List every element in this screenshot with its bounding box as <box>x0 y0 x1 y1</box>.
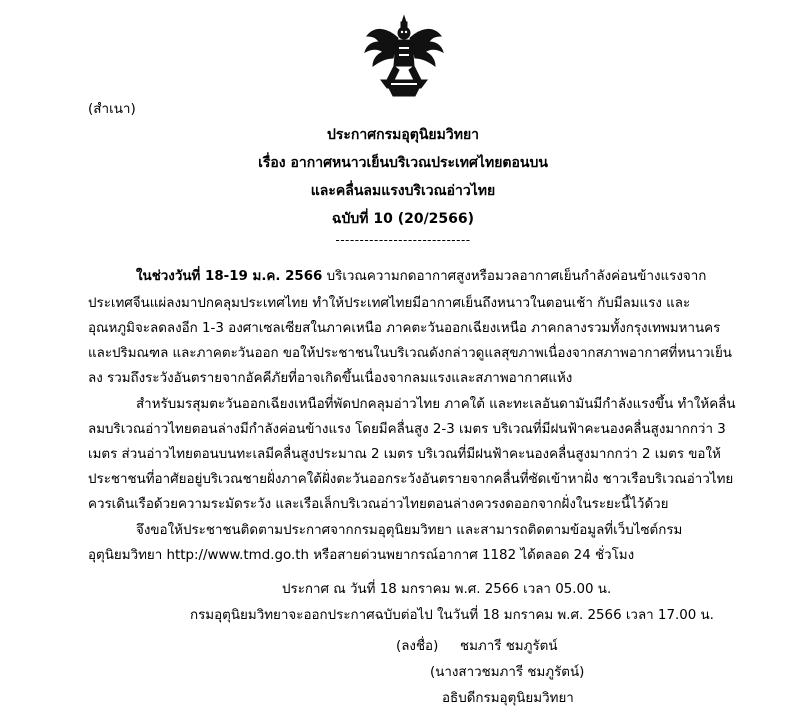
paragraph-1-line-2: ประเทศจีนแผ่ลงมาปกคลุมประเทศไทย ทำให้ประเทศไทยมีอากาศเย็นถึงหนาวในตอนเช้า กับมีลมแรง และ <box>88 296 691 311</box>
paragraph-1-lead: ในช่วงวันที่ 18-19 ม.ค. 2566 <box>136 269 323 284</box>
paragraph-2-line-3: เมตร ส่วนอ่าวไทยตอนบนทะเลมีคลื่นสูงประมาณ 2 เมตร บริเวณที่มีฝนฟ้าคะนองคลื่นสูงมากกว่า 2 เมตร ขอให้ <box>88 447 721 462</box>
paragraph-2-line-1: สำหรับมรสุมตะวันออกเฉียงเหนือที่พัดปกคลุมอ่าวไทย ภาคใต้ และทะเลอันดามันมีกำลังแรงขึ้น ทำให้คลื่น <box>136 397 736 412</box>
copy-mark: (สำเนา) <box>88 101 136 117</box>
paragraph-1-line-3: อุณหภูมิจะลดลงอีก 1-3 องศาเซลเซียสในภาคเหนือ ภาคตะวันออกเฉียงเหนือ ภาคกลางรวมทั้งกรุงเทพมหานคร <box>88 321 721 336</box>
paragraph-3-line-1: จึงขอให้ประชาชนติดตามประกาศจากกรมอุตุนิยมวิทยา และสามารถติดตามข้อมูลที่เว็บไซต์กรม <box>136 523 683 538</box>
next-announcement: กรมอุตุนิยมวิทยาจะออกประกาศฉบับต่อไป ในวันที่ 18 มกราคม พ.ศ. 2566 เวลา 17.00 น. <box>190 608 714 623</box>
announcement-subject-cont: และคลื่นลมแรงบริเวณอ่าวไทย <box>310 183 496 199</box>
paragraph-3-line-2: อุตุนิยมวิทยา http://www.tmd.go.th หรือสายด่วนพยากรณ์อากาศ 1182 ได้ตลอด 24 ชั่วโมง <box>88 548 635 563</box>
announcement-subject: เรื่อง อากาศหนาวเย็นบริเวณประเทศไทยตอนบน <box>258 155 548 171</box>
announcement-issue-number: ฉบับที่ 10 (20/2566) <box>331 211 475 227</box>
paragraph-2-line-2: ลมบริเวณอ่าวไทยตอนล่างมีกำลังค่อนข้างแรง โดยมีคลื่นสูง 2-3 เมตร บริเวณที่มีฝนฟ้าคะนองคลื่นสูงมากกว่า 3 <box>88 422 726 437</box>
paragraph-2-line-4: ประชาชนที่อาศัยอยู่บริเวณชายฝั่งภาคใต้ฝั่งตะวันออกระวังอันตรายจากคลื่นที่ซัดเข้าหาฝั่ง ชาวเรือบริเวณอ่าวไทย <box>88 472 734 487</box>
paragraph-1-line-1 <box>136 265 706 286</box>
paragraph-1-text: บริเวณความกดอากาศสูงหรือมวลอากาศเย็นกำลังค่อนข้างแรงจาก <box>322 269 707 284</box>
sign-label: (ลงชื่อ) <box>396 639 439 654</box>
paragraph-2-line-5: ควรเดินเรือด้วยความระมัดระวัง และเรือเล็กบริเวณอ่าวไทยตอนล่างควรงดออกจากฝั่งในระยะนี้ไว้ด้วย <box>88 497 669 512</box>
divider: ---------------------------- <box>335 233 471 247</box>
paragraph-1-line-5: ลง รวมถึงระวังอันตรายจากอัคคีภัยที่อาจเกิดขึ้นเนื่องจากลมแรงและสภาพอากาศแห้ง <box>88 371 573 386</box>
signatory-title: อธิบดีกรมอุตุนิยมวิทยา <box>442 691 574 706</box>
paragraph-1-line-4: และปริมณฑล และภาคตะวันออก ขอให้ประชาชนในบริเวณดังกล่าวดูแลสุขภาพเนื่องจากสภาพอากาศที่หนาวเย็น <box>88 346 732 361</box>
signature: ชมภารี ชมภูรัตน์ <box>460 639 558 654</box>
signatory-full-name: (นางสาวชมภารี ชมภูรัตน์) <box>430 665 585 680</box>
garuda-emblem-icon <box>363 14 445 98</box>
announcement-issuer: ประกาศกรมอุตุนิยมวิทยา <box>326 127 480 143</box>
announced-date: ประกาศ ณ วันที่ 18 มกราคม พ.ศ. 2566 เวลา 05.00 น. <box>282 582 612 597</box>
